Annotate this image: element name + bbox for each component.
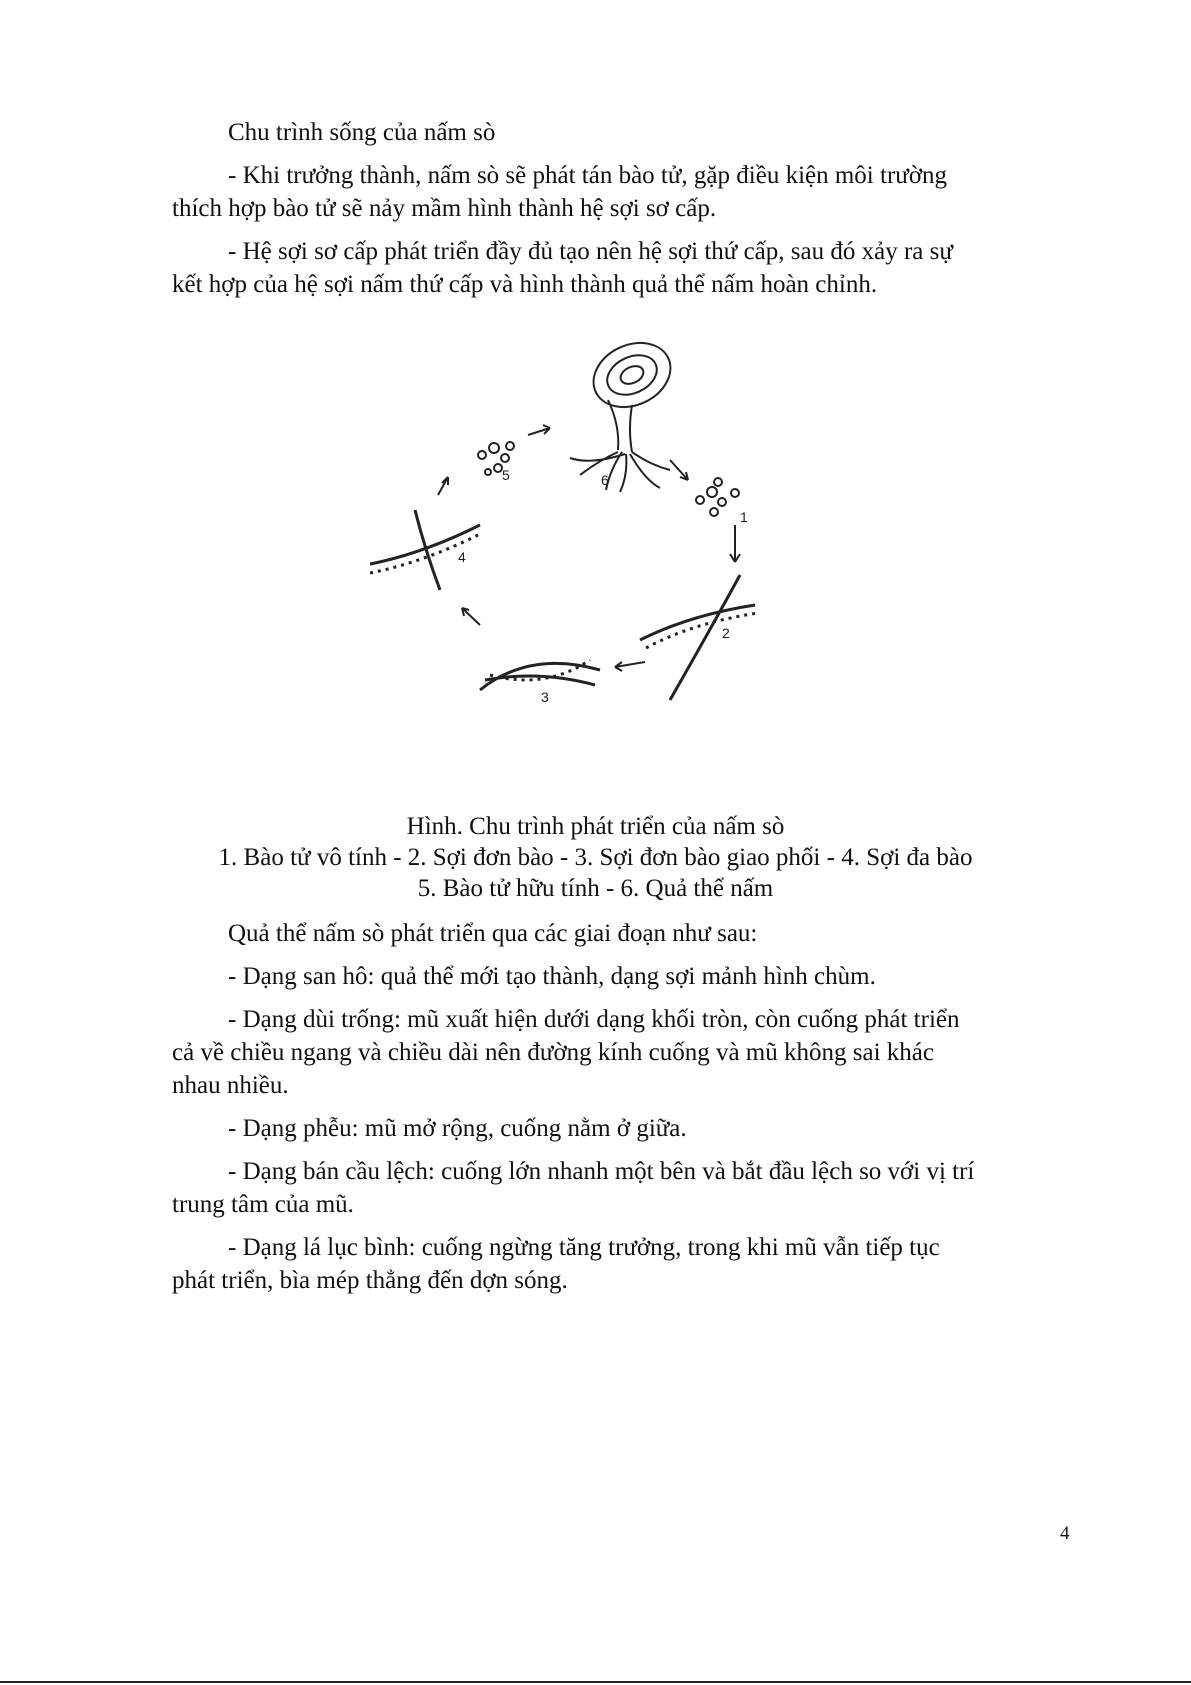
caption-legend-line-2: 5. Bào tử hữu tính - 6. Quả thể nấm	[417, 875, 774, 902]
stage-label-4: 4	[458, 549, 466, 565]
stage-funnel: - Dạng phễu: mũ mở rộng, cuống nằm ở giữa.	[228, 1115, 687, 1142]
stage-label-3: 3	[541, 689, 549, 705]
stage-label-5: 5	[502, 467, 510, 483]
oyster-mushroom-life-cycle-figure	[370, 330, 830, 775]
single-cell-hyphae-illustration	[640, 575, 758, 700]
stage-drumstick-line-2: cả về chiều ngang và chiều dài nên đường kính cuống và mũ không sai khác	[172, 1039, 934, 1066]
stage-coral: - Dạng san hô: quả thể mới tạo thành, dạng sợi mảnh hình chùm.	[228, 963, 876, 990]
stage-drumstick-line-1: - Dạng dùi trống: mũ xuất hiện dưới dạng khối tròn, còn cuống phát triển	[228, 1006, 960, 1033]
intro-section	[172, 116, 1072, 301]
asexual-spores-illustration	[696, 478, 739, 516]
caption-title: Hình. Chu trình phát triển của nấm sò	[406, 813, 785, 840]
stage-water-hyacinth-line-1: - Dạng lá lục bình: cuống ngừng tăng trưởng, trong khi mũ vẫn tiếp tục	[228, 1234, 940, 1261]
section-heading: Chu trình sống của nấm sò	[228, 119, 496, 146]
paragraph-1-line-2: thích hợp bào tử sẽ nảy mầm hình thành hệ sợi sơ cấp.	[172, 195, 717, 222]
figure-caption	[100, 811, 1091, 904]
bottom-rule	[0, 1681, 1191, 1683]
paragraph-2-line-1: - Hệ sợi sơ cấp phát triển đầy đủ tạo nên hệ sợi thứ cấp, sau đó xảy ra sự	[228, 238, 953, 265]
stage-label-1: 1	[740, 509, 748, 525]
stage-label-6: 6	[601, 472, 609, 488]
page-number: 4	[1060, 1523, 1070, 1544]
paragraph-1-line-1: - Khi trưởng thành, nấm sò sẽ phát tán bào tử, gặp điều kiện môi trường	[228, 162, 948, 189]
caption-legend-line-1: 1. Bào tử vô tính - 2. Sợi đơn bào - 3. Sợi đơn bào giao phối - 4. Sợi đa bào	[218, 844, 973, 871]
stages-section	[172, 917, 1072, 1297]
stage-hemisphere-line-1: - Dạng bán cầu lệch: cuống lớn nhanh một bên và bắt đầu lệch so với vị trí	[228, 1158, 975, 1185]
paragraph-2-line-2: kết hợp của hệ sợi nấm thứ cấp và hình thành quả thể nấm hoàn chỉnh.	[172, 271, 878, 298]
life-cycle-diagram	[370, 330, 830, 775]
stage-water-hyacinth-line-2: phát triển, bìa mép thẳng đến dợn sóng.	[172, 1267, 568, 1294]
fruiting-body-illustration	[570, 331, 681, 492]
stage-drumstick-line-3: nhau nhiều.	[172, 1072, 289, 1099]
cycle-arrows	[438, 425, 740, 671]
stages-intro: Quả thể nấm sò phát triển qua các giai đoạn như sau:	[228, 920, 758, 947]
mating-hyphae-illustration	[480, 660, 600, 690]
stage-label-2: 2	[722, 625, 730, 641]
stage-hemisphere-line-2: trung tâm của mũ.	[172, 1191, 354, 1218]
